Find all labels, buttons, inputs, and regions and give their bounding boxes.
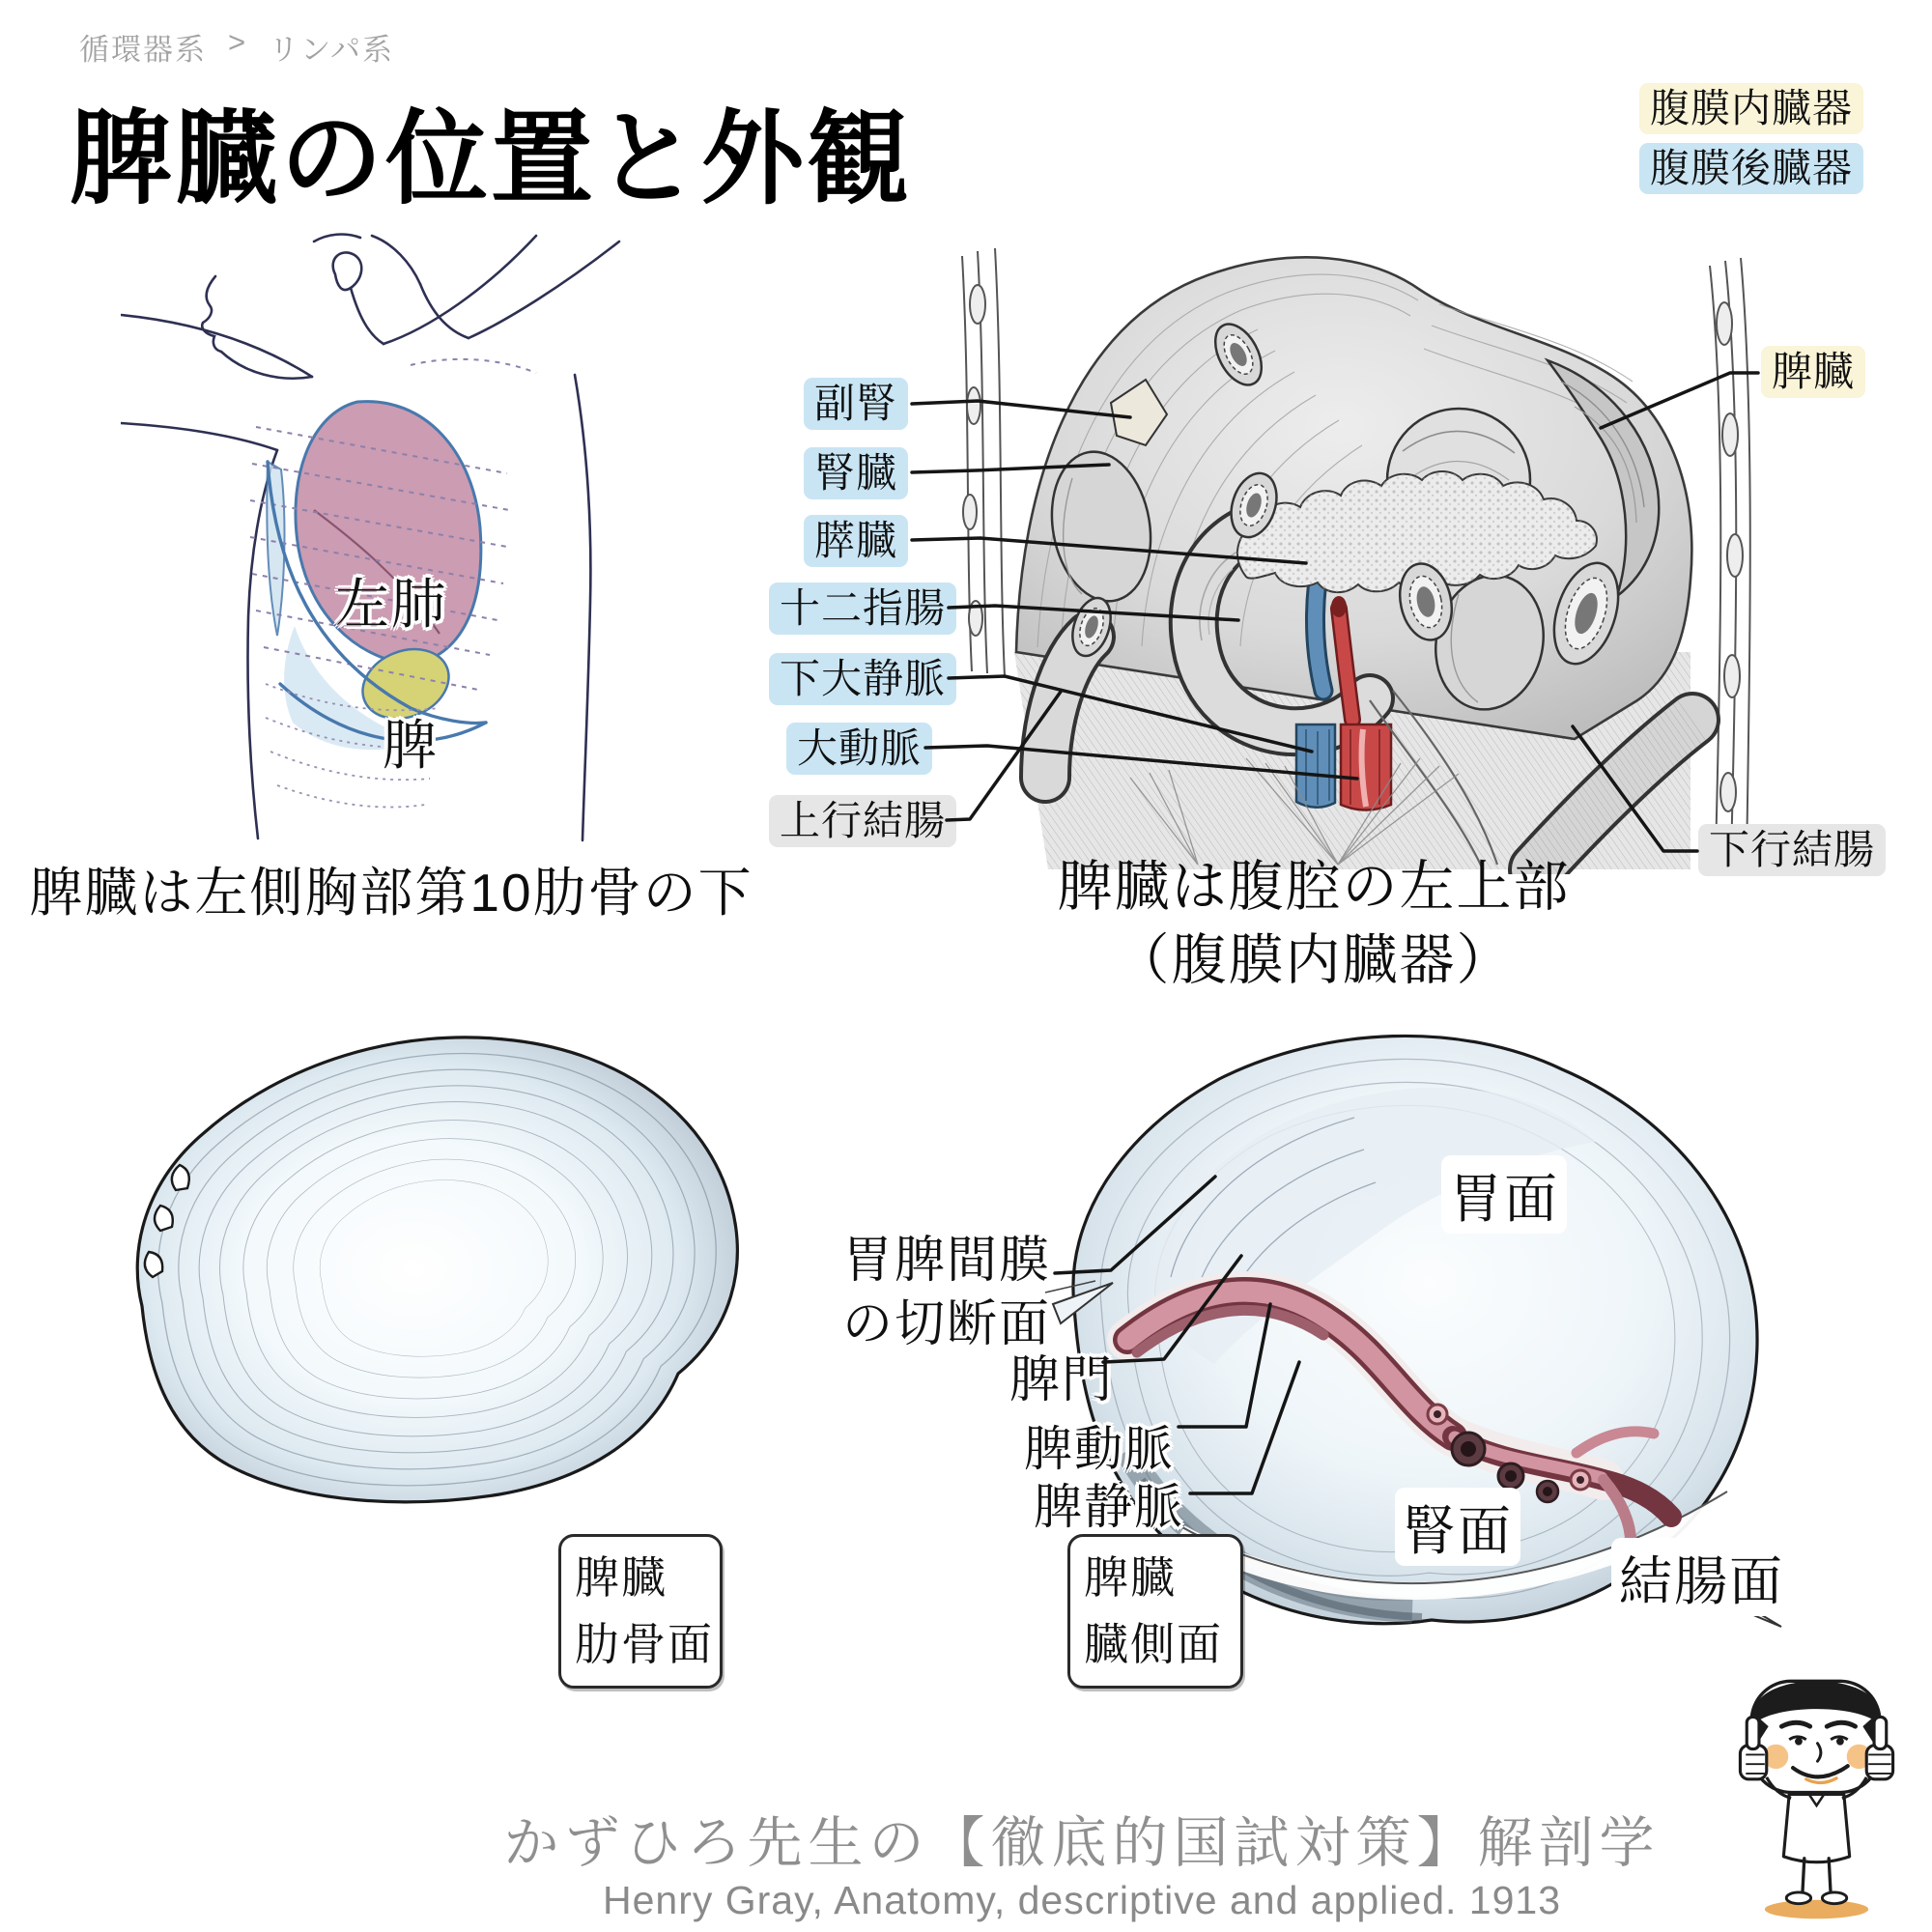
abdomen-illustration: [956, 237, 1758, 874]
label-ascending-colon: 上行結腸: [769, 795, 956, 847]
label-spleen: 脾臓: [1761, 346, 1865, 398]
spleen-costal-illustration: [60, 987, 809, 1548]
renal-surface-label: 腎面: [1395, 1488, 1520, 1566]
colic-surface-label: 結腸面: [1611, 1538, 1792, 1616]
visceral-title-line1: 脾臓: [1084, 1552, 1177, 1603]
breadcrumb-separator-icon: >: [228, 25, 248, 59]
label-pancreas: 膵臓: [804, 515, 908, 567]
chest-position-illustration: [121, 220, 623, 843]
breadcrumb-item-circulatory[interactable]: 循環器系: [79, 33, 207, 67]
gastric-surface-label: 胃面: [1441, 1155, 1567, 1234]
hilum-label: 脾門: [1009, 1352, 1115, 1408]
visceral-title-line2: 臓側面: [1084, 1619, 1223, 1669]
teacher-mascot-illustration: [1718, 1654, 1916, 1929]
chest-spleen-label: 脾: [383, 715, 439, 776]
visceral-title-box: [1067, 1534, 1243, 1689]
abdomen-caption-line2: （腹膜内臓器）: [1114, 929, 1514, 991]
legend-intraperitoneal: 腹膜内臓器: [1639, 83, 1863, 134]
footer-brand: かずひろ先生の【徹底的国試対策】解剖学: [503, 1812, 1661, 1874]
label-kidney: 腎臓: [804, 447, 908, 499]
gastrosplenic-label-line1: 胃脾間膜: [842, 1233, 1052, 1289]
splenic-artery-label: 脾動脈: [1024, 1422, 1175, 1476]
gastrosplenic-label-line2: の切断面: [842, 1296, 1052, 1352]
splenic-vein-label: 脾静脈: [1034, 1480, 1184, 1534]
label-descending-colon: 下行結腸: [1698, 824, 1886, 876]
costal-title-line1: 脾臓: [575, 1552, 668, 1603]
label-adrenal: 副腎: [804, 378, 908, 430]
costal-title-box: [558, 1534, 723, 1689]
breadcrumb: [79, 25, 394, 69]
chest-caption: 脾臓は左側胸部第10肋骨の下: [29, 863, 753, 923]
page-title: 脾臓の位置と外観: [70, 102, 912, 216]
costal-title-line2: 肋骨面: [575, 1619, 714, 1669]
label-aorta: 大動脈: [786, 723, 932, 775]
footer-citation: Henry Gray, Anatomy, descriptive and applied. 1913: [603, 1878, 1561, 1922]
label-duodenum: 十二指腸: [769, 582, 956, 635]
abdomen-caption-line1: 脾臓は腹腔の左上部: [1057, 856, 1571, 918]
breadcrumb-item-lymphatic[interactable]: リンパ系: [269, 33, 394, 67]
left-lung-label: 左肺: [335, 574, 447, 635]
legend-retroperitoneal: 腹膜後臓器: [1639, 143, 1863, 194]
label-ivc: 下大静脈: [769, 653, 956, 705]
